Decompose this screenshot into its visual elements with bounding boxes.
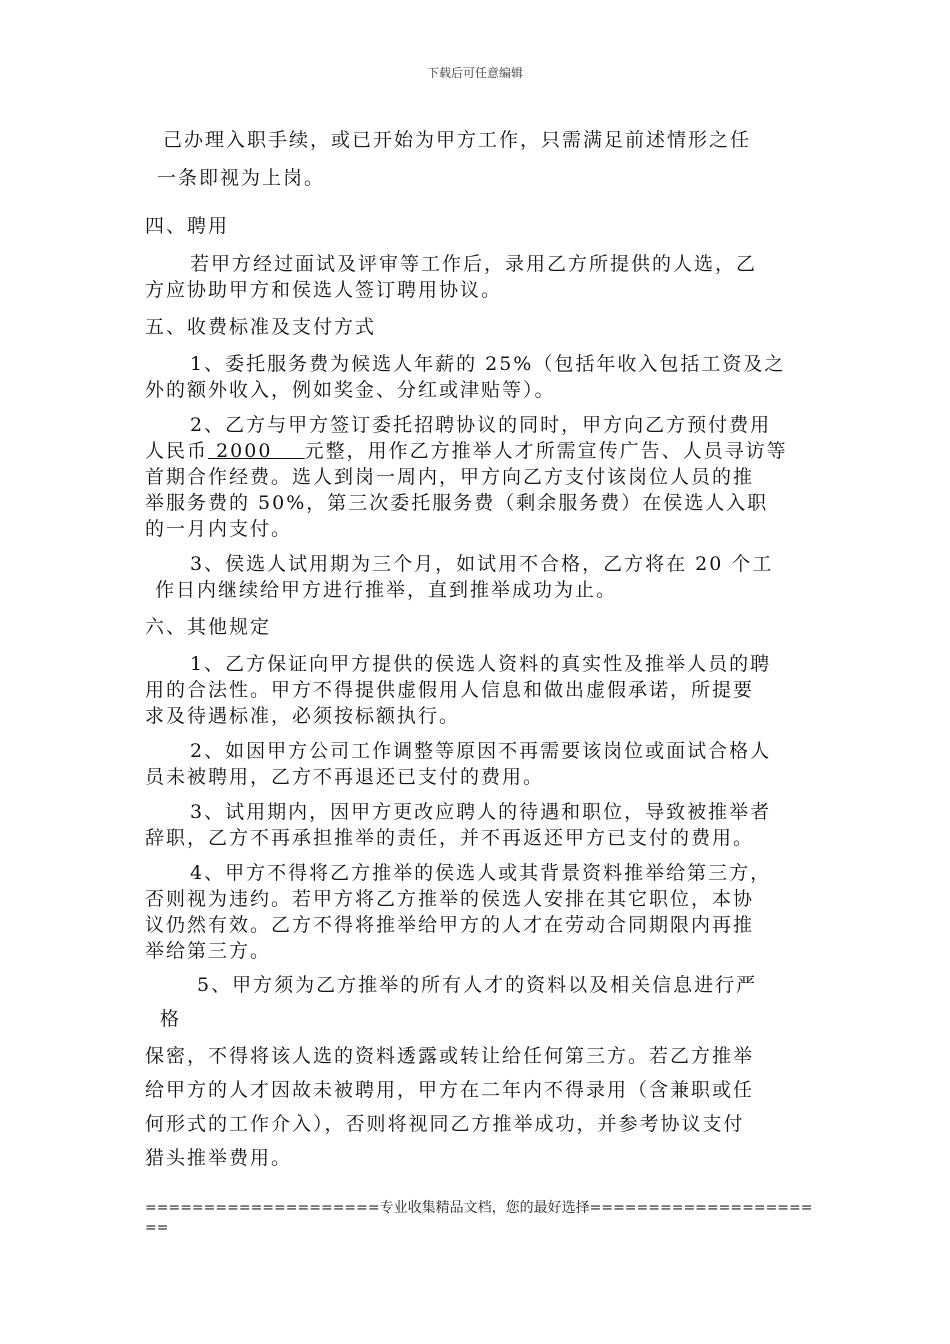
paragraph-line: 议仍然有效。乙方不得将推举给甲方的人才在劳动合同期限内再推 (145, 914, 755, 936)
paragraph-line: 格 (160, 1008, 182, 1030)
paragraph-line: 求及待遇标准，必须按标额执行。 (145, 705, 461, 727)
paragraph-line: 己办理入职手续，或已开始为甲方工作，只需满足前述情形之任 (163, 129, 752, 151)
paragraph-line: 一条即视为上岗。 (157, 167, 326, 189)
paragraph-line: 保密，不得将该人选的资料透露或转让给任何第三方。若乙方推举 (145, 1045, 755, 1067)
paragraph-line: 2、如因甲方公司工作调整等原因不再需要该岗位或面试合格人 (190, 740, 772, 762)
paragraph-line: 1、委托服务费为候选人年薪的 25%（包括年收入包括工资及之 (190, 353, 786, 375)
paragraph-line: 4、甲方不得将乙方推举的侯选人或其背景资料推举给第三方， (190, 862, 772, 884)
paragraph-line (145, 437, 788, 465)
page-header-note: 下载后可任意编辑 (426, 66, 523, 80)
paragraph-line: 用的合法性。甲方不得提供虚假用人信息和做出虚假承诺，所提要 (145, 679, 755, 701)
paragraph-line: 首期合作经费。选人到岗一周内，甲方向乙方支付该岗位人员的推 (145, 466, 755, 488)
paragraph-line: 作日内继续给甲方进行推举，直到推举成功为止。 (155, 579, 618, 601)
paragraph-line: 给甲方的人才因故未被聘用，甲方在二年内不得录用（含兼职或任 (145, 1079, 755, 1101)
section-heading: 六、其他规定 (145, 616, 272, 638)
section-heading: 五、收费标准及支付方式 (145, 316, 377, 338)
paragraph-line: 的一月内支付。 (145, 518, 293, 540)
paragraph-line: 猎头推举费用。 (145, 1147, 293, 1169)
paragraph-line: 何形式的工作介入），否则将视同乙方推举成功，并参考协议支付 (145, 1113, 745, 1135)
paragraph-line: 辞职，乙方不再承担推举的责任，并不再返还甲方已支付的费用。 (145, 827, 755, 849)
paragraph-line: 5、甲方须为乙方推举的所有人才的资料以及相关信息进行严 (197, 974, 758, 996)
section-heading: 四、聘用 (145, 215, 230, 237)
fee-description: 元整，用作乙方推举人才所需宣传广告、人员寻访等 (304, 440, 788, 462)
paragraph-line: 3、试用期内，因甲方更改应聘人的待遇和职位，导致被推举者 (190, 801, 772, 823)
paragraph-line: 2、乙方与甲方签订委托招聘协议的同时，甲方向乙方预付费用 (190, 414, 772, 436)
paragraph-line: 3、侯选人试用期为三个月，如试用不合格，乙方将在 20 个工 (190, 553, 774, 575)
paragraph-line: 员未被聘用，乙方不再退还已支付的费用。 (145, 766, 545, 788)
paragraph-line: 举服务费的 50%，第三次委托服务费（剩余服务费）在侯选人入职 (145, 492, 769, 514)
paragraph-line: 举给第三方。 (145, 940, 272, 962)
fee-amount (208, 440, 305, 462)
paragraph-line: 若甲方经过面试及评审等工作后，录用乙方所提供的人选，乙 (190, 253, 758, 275)
paragraph-line: 1、乙方保证向甲方提供的侯选人资料的真实性及推举人员的聘 (190, 653, 772, 675)
paragraph-line: 否则视为违约。若甲方将乙方推举的侯选人安排在其它职位，本协 (145, 888, 755, 910)
fee-amount-value: 2000 (216, 440, 273, 462)
paragraph-line: 方应协助甲方和侯选人签订聘用协议。 (145, 279, 503, 301)
paragraph-line: 外的额外收入，例如奖金、分红或津贴等）。 (145, 379, 556, 401)
currency-label: 人民币 (145, 440, 209, 462)
page-footer: ====================专业收集精品文档，您的最好选择===================== (145, 1200, 813, 1236)
